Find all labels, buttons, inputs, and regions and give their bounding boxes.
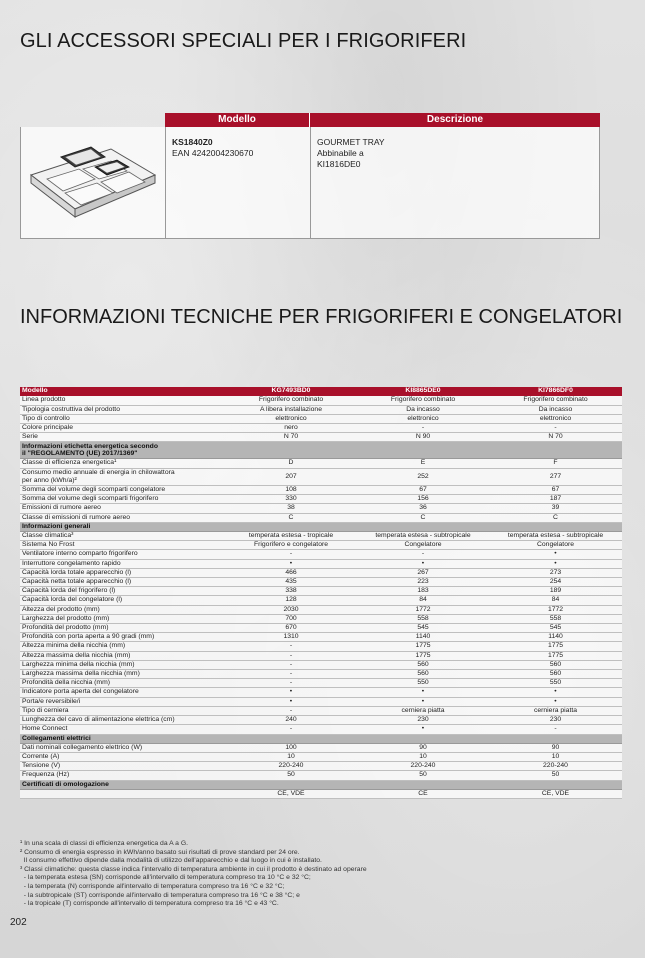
row-label <box>20 789 225 798</box>
row-label: Lunghezza del cavo di alimentazione elettrica (cm) <box>20 716 225 725</box>
footnote-line: - la temperata estesa (SN) corrisponde all'intervallo di temperatura compreso tra 10 °C e 32 °C; <box>20 874 311 882</box>
row-value: 560 <box>357 670 489 679</box>
row-value: 36 <box>357 504 489 513</box>
row-label-line: per anno (kWh/a)² <box>22 476 77 484</box>
row-value: 189 <box>489 587 622 596</box>
accessory-row <box>20 127 600 239</box>
table-row <box>20 559 622 568</box>
table-row <box>20 716 622 725</box>
table-row <box>20 396 622 405</box>
row-value: 84 <box>357 596 489 605</box>
section-header-row <box>20 734 622 743</box>
table-row <box>20 670 622 679</box>
accessory-table <box>20 113 600 239</box>
row-label: Profondità con porta aperta a 90 gradi (mm) <box>20 633 225 642</box>
row-value: - <box>489 725 622 734</box>
row-label: Classe di emissioni di rumore aereo <box>20 513 225 522</box>
row-value: - <box>225 679 357 688</box>
section-label <box>20 442 622 459</box>
footnote-line: - la subtropicale (ST) corrisponde all'intervallo di temperatura compreso tra 16 °C e 38 °C; e <box>20 891 300 899</box>
row-value: 230 <box>489 716 622 725</box>
table-row <box>20 578 622 587</box>
row-value: 267 <box>357 568 489 577</box>
row-value: F <box>489 459 622 468</box>
row-value: • <box>489 688 622 697</box>
row-label: Classe di efficienza energetica¹ <box>20 459 225 468</box>
header-label: Modello <box>20 387 225 396</box>
row-value: • <box>489 550 622 559</box>
table-row <box>20 679 622 688</box>
table-row <box>20 706 622 715</box>
page-title-tech: INFORMAZIONI TECNICHE PER FRIGORIFERI E CONGELATORI <box>20 306 623 328</box>
table-row <box>20 550 622 559</box>
section-label: Informazioni generali <box>20 522 622 531</box>
table-row <box>20 762 622 771</box>
table-row <box>20 624 622 633</box>
row-value: Congelatore <box>489 541 622 550</box>
row-value: • <box>357 725 489 734</box>
description-line: KI1816DE0 <box>317 159 361 169</box>
table-row <box>20 504 622 513</box>
row-label: Tipo di controllo <box>20 414 225 423</box>
row-label: Classe climatica³ <box>20 532 225 541</box>
description-line: Abbinabile a <box>317 148 364 158</box>
footnotes <box>20 840 620 909</box>
row-value: 84 <box>489 596 622 605</box>
row-value: 207 <box>225 468 357 485</box>
header-model: KI7866DF0 <box>489 387 622 396</box>
row-value: 1775 <box>489 642 622 651</box>
section-label: Collegamenti elettrici <box>20 734 622 743</box>
row-value: 1140 <box>357 633 489 642</box>
accessory-model-cell <box>166 127 311 238</box>
row-value: 550 <box>489 679 622 688</box>
row-value: 273 <box>489 568 622 577</box>
row-value: 100 <box>225 743 357 752</box>
row-value: cerniera piatta <box>489 706 622 715</box>
section-label: Certificati di omologazione <box>20 780 622 789</box>
col-header-model: Modello <box>165 113 310 127</box>
section-header-row <box>20 522 622 531</box>
row-value: - <box>225 725 357 734</box>
row-label: Sistema No Frost <box>20 541 225 550</box>
row-label: Dati nominali collegamento elettrico (W) <box>20 743 225 752</box>
row-value: 10 <box>357 752 489 761</box>
table-row <box>20 468 622 485</box>
row-value: E <box>357 459 489 468</box>
row-value: N 90 <box>357 433 489 442</box>
row-label: Larghezza massima della nicchia (mm) <box>20 670 225 679</box>
section-header-row <box>20 442 622 459</box>
row-value: 50 <box>489 771 622 780</box>
row-value: • <box>225 688 357 697</box>
row-label: Colore principale <box>20 424 225 433</box>
row-value: - <box>225 660 357 669</box>
row-label: Porta/e reversibile/i <box>20 697 225 706</box>
row-value: cerniera piatta <box>357 706 489 715</box>
row-value: elettronico <box>489 414 622 423</box>
row-value: 1310 <box>225 633 357 642</box>
row-value: 90 <box>357 743 489 752</box>
table-row <box>20 605 622 614</box>
row-label: Emissioni di rumore aereo <box>20 504 225 513</box>
table-row <box>20 568 622 577</box>
page-number: 202 <box>10 917 27 928</box>
row-value: Frigorifero e congelatore <box>225 541 357 550</box>
row-value: 50 <box>357 771 489 780</box>
accessory-table-header <box>20 113 600 127</box>
row-value: elettronico <box>225 414 357 423</box>
table-row <box>20 651 622 660</box>
row-label: Ventilatore interno comparto frigorifero <box>20 550 225 559</box>
row-value: Da incasso <box>489 405 622 414</box>
tech-spec-table <box>20 387 622 799</box>
table-row <box>20 459 622 468</box>
table-row <box>20 642 622 651</box>
table-row <box>20 433 622 442</box>
row-label <box>20 468 225 485</box>
section-header-row <box>20 780 622 789</box>
row-value: 466 <box>225 568 357 577</box>
row-value: 1772 <box>357 605 489 614</box>
model-code: KS1840Z0 <box>172 137 213 147</box>
row-value: 435 <box>225 578 357 587</box>
row-value: N 70 <box>489 433 622 442</box>
table-row <box>20 513 622 522</box>
row-value: • <box>225 559 357 568</box>
row-label: Altezza del prodotto (mm) <box>20 605 225 614</box>
row-label-line: Consumo medio annuale di energia in chilowattora <box>22 468 175 476</box>
row-value: 338 <box>225 587 357 596</box>
row-value: 10 <box>225 752 357 761</box>
table-row <box>20 688 622 697</box>
row-value: 1772 <box>489 605 622 614</box>
row-value: 560 <box>357 660 489 669</box>
table-row <box>20 541 622 550</box>
row-value: 560 <box>489 670 622 679</box>
row-label: Profondità del prodotto (mm) <box>20 624 225 633</box>
row-value: CE <box>357 789 489 798</box>
table-row <box>20 424 622 433</box>
row-value: elettronico <box>357 414 489 423</box>
row-label: Interruttore congelamento rapido <box>20 559 225 568</box>
row-value: 550 <box>357 679 489 688</box>
row-value: • <box>357 688 489 697</box>
row-label: Serie <box>20 433 225 442</box>
row-value: 330 <box>225 495 357 504</box>
row-label: Tipo di cerniera <box>20 706 225 715</box>
section-label-line: Informazioni etichetta energetica secondo <box>22 442 158 450</box>
row-value: D <box>225 459 357 468</box>
table-row <box>20 596 622 605</box>
row-value: 39 <box>489 504 622 513</box>
row-value: 67 <box>357 486 489 495</box>
row-label: Tipologia costruttiva del prodotto <box>20 405 225 414</box>
row-value: • <box>489 559 622 568</box>
row-value: - <box>225 642 357 651</box>
row-label: Linea prodotto <box>20 396 225 405</box>
row-value: 2030 <box>225 605 357 614</box>
row-value: 223 <box>357 578 489 587</box>
row-label: Frequenza (Hz) <box>20 771 225 780</box>
row-label: Capacità lorda totale apparecchio (l) <box>20 568 225 577</box>
row-value: Congelatore <box>357 541 489 550</box>
row-value: 67 <box>489 486 622 495</box>
description-line: GOURMET TRAY <box>317 137 385 147</box>
table-row <box>20 633 622 642</box>
row-value: 220-240 <box>489 762 622 771</box>
table-row <box>20 660 622 669</box>
row-value: 277 <box>489 468 622 485</box>
row-value: 187 <box>489 495 622 504</box>
row-label: Somma del volume degli scomparti frigorifero <box>20 495 225 504</box>
table-row <box>20 752 622 761</box>
row-value: 230 <box>357 716 489 725</box>
row-value: C <box>489 513 622 522</box>
row-value: - <box>225 706 357 715</box>
row-value: 240 <box>225 716 357 725</box>
row-value: - <box>357 550 489 559</box>
row-value: 128 <box>225 596 357 605</box>
table-row <box>20 405 622 414</box>
footnote-line: ³ Classi climatiche: questa classe indica l'intervallo di temperatura ambiente in cui il prodotto è destinato ad operare <box>20 865 367 873</box>
footnote-line: - la tropicale (T) corrisponde all'intervallo di temperatura compreso tra 16 °C e 43 °C. <box>20 900 279 908</box>
row-value: N 70 <box>225 433 357 442</box>
table-row <box>20 789 622 798</box>
row-value: • <box>357 559 489 568</box>
row-value: • <box>489 697 622 706</box>
row-value: 1140 <box>489 633 622 642</box>
tech-table-header <box>20 387 622 396</box>
row-value: 38 <box>225 504 357 513</box>
row-label: Capacità netta totale apparecchio (l) <box>20 578 225 587</box>
row-value: - <box>489 424 622 433</box>
row-value: nero <box>225 424 357 433</box>
row-value: 560 <box>489 660 622 669</box>
row-value: temperata estesa - subtropicale <box>357 532 489 541</box>
row-value: temperata estesa - tropicale <box>225 532 357 541</box>
row-value: - <box>225 670 357 679</box>
row-label: Capacità lorda del frigorifero (l) <box>20 587 225 596</box>
row-value: - <box>225 550 357 559</box>
row-label: Larghezza del prodotto (mm) <box>20 614 225 623</box>
row-label: Capacità lorda del congelatore (l) <box>20 596 225 605</box>
row-label: Altezza minima della nicchia (mm) <box>20 642 225 651</box>
row-value: 108 <box>225 486 357 495</box>
row-value: C <box>357 513 489 522</box>
row-value: 700 <box>225 614 357 623</box>
gourmet-tray-image <box>21 127 166 238</box>
header-model: KI8865DE0 <box>357 387 489 396</box>
row-value: CE, VDE <box>489 789 622 798</box>
row-value: 252 <box>357 468 489 485</box>
row-value: • <box>225 697 357 706</box>
footnote-line: Il consumo effettivo dipende dalla modalità di utilizzo dell'apparecchio e dal luogo in cui è installato. <box>20 857 322 865</box>
row-label: Home Connect <box>20 725 225 734</box>
row-label: Indicatore porta aperta del congelatore <box>20 688 225 697</box>
row-label: Corrente (A) <box>20 752 225 761</box>
table-row <box>20 486 622 495</box>
row-value: 183 <box>357 587 489 596</box>
table-row <box>20 697 622 706</box>
row-value: 558 <box>489 614 622 623</box>
row-value: 1775 <box>357 642 489 651</box>
row-value: A libera installazione <box>225 405 357 414</box>
section-label-line: il "REGOLAMENTO (UE) 2017/1369" <box>22 450 138 458</box>
row-label: Profondità della nicchia (mm) <box>20 679 225 688</box>
footnote-line: - la temperata (N) corrisponde all'intervallo di temperatura compreso tra 16 °C e 32 °C; <box>20 882 285 890</box>
row-label: Tensione (V) <box>20 762 225 771</box>
row-value: Frigorifero combinato <box>357 396 489 405</box>
row-value: Frigorifero combinato <box>489 396 622 405</box>
col-header-description: Descrizione <box>310 113 600 127</box>
table-row <box>20 771 622 780</box>
row-value: 10 <box>489 752 622 761</box>
row-value: 220-240 <box>357 762 489 771</box>
footnote-line: ² Consumo di energia espresso in kWh/anno basato sui risultati di prove standard per 24 ore. <box>20 848 300 856</box>
row-value: Da incasso <box>357 405 489 414</box>
tray-illustration <box>21 127 164 237</box>
table-row <box>20 495 622 504</box>
row-value: 1775 <box>357 651 489 660</box>
row-value: 220-240 <box>225 762 357 771</box>
row-value: 545 <box>489 624 622 633</box>
row-value: 254 <box>489 578 622 587</box>
row-value: - <box>357 424 489 433</box>
table-row <box>20 532 622 541</box>
table-row <box>20 414 622 423</box>
row-value: 50 <box>225 771 357 780</box>
row-label: Somma del volume degli scomparti congelatore <box>20 486 225 495</box>
table-row <box>20 725 622 734</box>
row-value: 558 <box>357 614 489 623</box>
table-row <box>20 743 622 752</box>
page-title-accessories: GLI ACCESSORI SPECIALI PER I FRIGORIFERI <box>20 30 467 52</box>
row-label: Larghezza minima della nicchia (mm) <box>20 660 225 669</box>
row-value: 156 <box>357 495 489 504</box>
row-label: Altezza massima della nicchia (mm) <box>20 651 225 660</box>
row-value: Frigorifero combinato <box>225 396 357 405</box>
row-value: temperata estesa - subtropicale <box>489 532 622 541</box>
row-value: 90 <box>489 743 622 752</box>
row-value: 1775 <box>489 651 622 660</box>
footnote-line: ¹ In una scala di classi di efficienza energetica da A a G. <box>20 840 189 847</box>
ean-code: EAN 4242004230670 <box>172 148 254 158</box>
accessory-description-cell <box>311 127 599 238</box>
row-value: 545 <box>357 624 489 633</box>
row-value: CE, VDE <box>225 789 357 798</box>
table-row <box>20 587 622 596</box>
row-value: - <box>225 651 357 660</box>
row-value: C <box>225 513 357 522</box>
header-model: KG7493BD0 <box>225 387 357 396</box>
row-value: 670 <box>225 624 357 633</box>
row-value: • <box>357 697 489 706</box>
table-row <box>20 614 622 623</box>
